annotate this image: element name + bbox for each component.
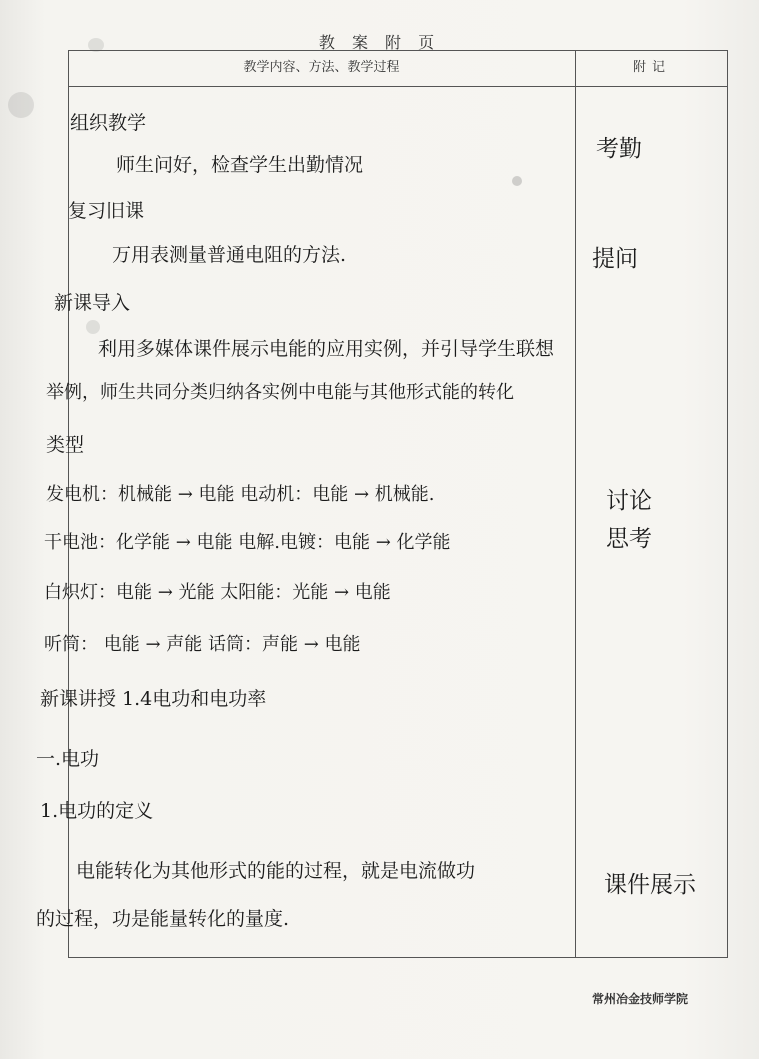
note-think: 思考 bbox=[606, 526, 652, 552]
note-discuss: 讨论 bbox=[606, 488, 652, 514]
heading-new-lesson: 新课讲授 1.4电功和电功率 bbox=[40, 688, 267, 710]
heading-definition: 1.电功的定义 bbox=[40, 800, 154, 822]
school-name: 常州冶金技师学院 bbox=[592, 992, 689, 1006]
text-definition-1: 电能转化为其他形式的能的过程，就是电流做功 bbox=[76, 860, 476, 882]
text-review-content: 万用表测量普通电阻的方法. bbox=[112, 244, 347, 266]
heading-organize-class: 组织教学 bbox=[70, 112, 147, 134]
conversion-row-3: 白炽灯：电能 → 光能 太阳能：光能 → 电能 bbox=[44, 582, 391, 603]
column-header-content: 教学内容、方法、教学过程 bbox=[243, 60, 400, 75]
text-greeting: 师生问好，检查学生出勤情况 bbox=[116, 154, 364, 176]
heading-introduction: 新课导入 bbox=[54, 292, 131, 314]
conversion-row-2: 干电池：化学能 → 电能 电解.电镀：电能 → 化学能 bbox=[44, 532, 451, 553]
note-courseware: 课件展示 bbox=[604, 872, 696, 898]
ink-smudge bbox=[8, 92, 34, 118]
conversion-row-4: 听筒： 电能 → 声能 话筒：声能 → 电能 bbox=[44, 634, 361, 655]
note-attendance: 考勤 bbox=[596, 136, 642, 162]
text-intro-1: 利用多媒体课件展示电能的应用实例，并引导学生联想 bbox=[98, 338, 555, 360]
header-divider bbox=[68, 86, 728, 87]
text-intro-2: 举例，师生共同分类归纳各实例中电能与其他形式能的转化 bbox=[46, 382, 514, 403]
column-header-notes: 附记 bbox=[632, 60, 671, 75]
heading-electric-work: 一.电功 bbox=[36, 748, 100, 770]
column-divider bbox=[575, 50, 576, 958]
text-intro-3: 类型 bbox=[46, 434, 85, 456]
note-question: 提问 bbox=[592, 246, 638, 272]
heading-review: 复习旧课 bbox=[68, 200, 145, 222]
text-definition-2: 的过程，功是能量转化的量度. bbox=[36, 908, 290, 930]
conversion-row-1: 发电机：机械能 → 电能 电动机：电能 → 机械能. bbox=[46, 484, 435, 505]
document-title: 教 案 附 页 bbox=[318, 33, 441, 52]
